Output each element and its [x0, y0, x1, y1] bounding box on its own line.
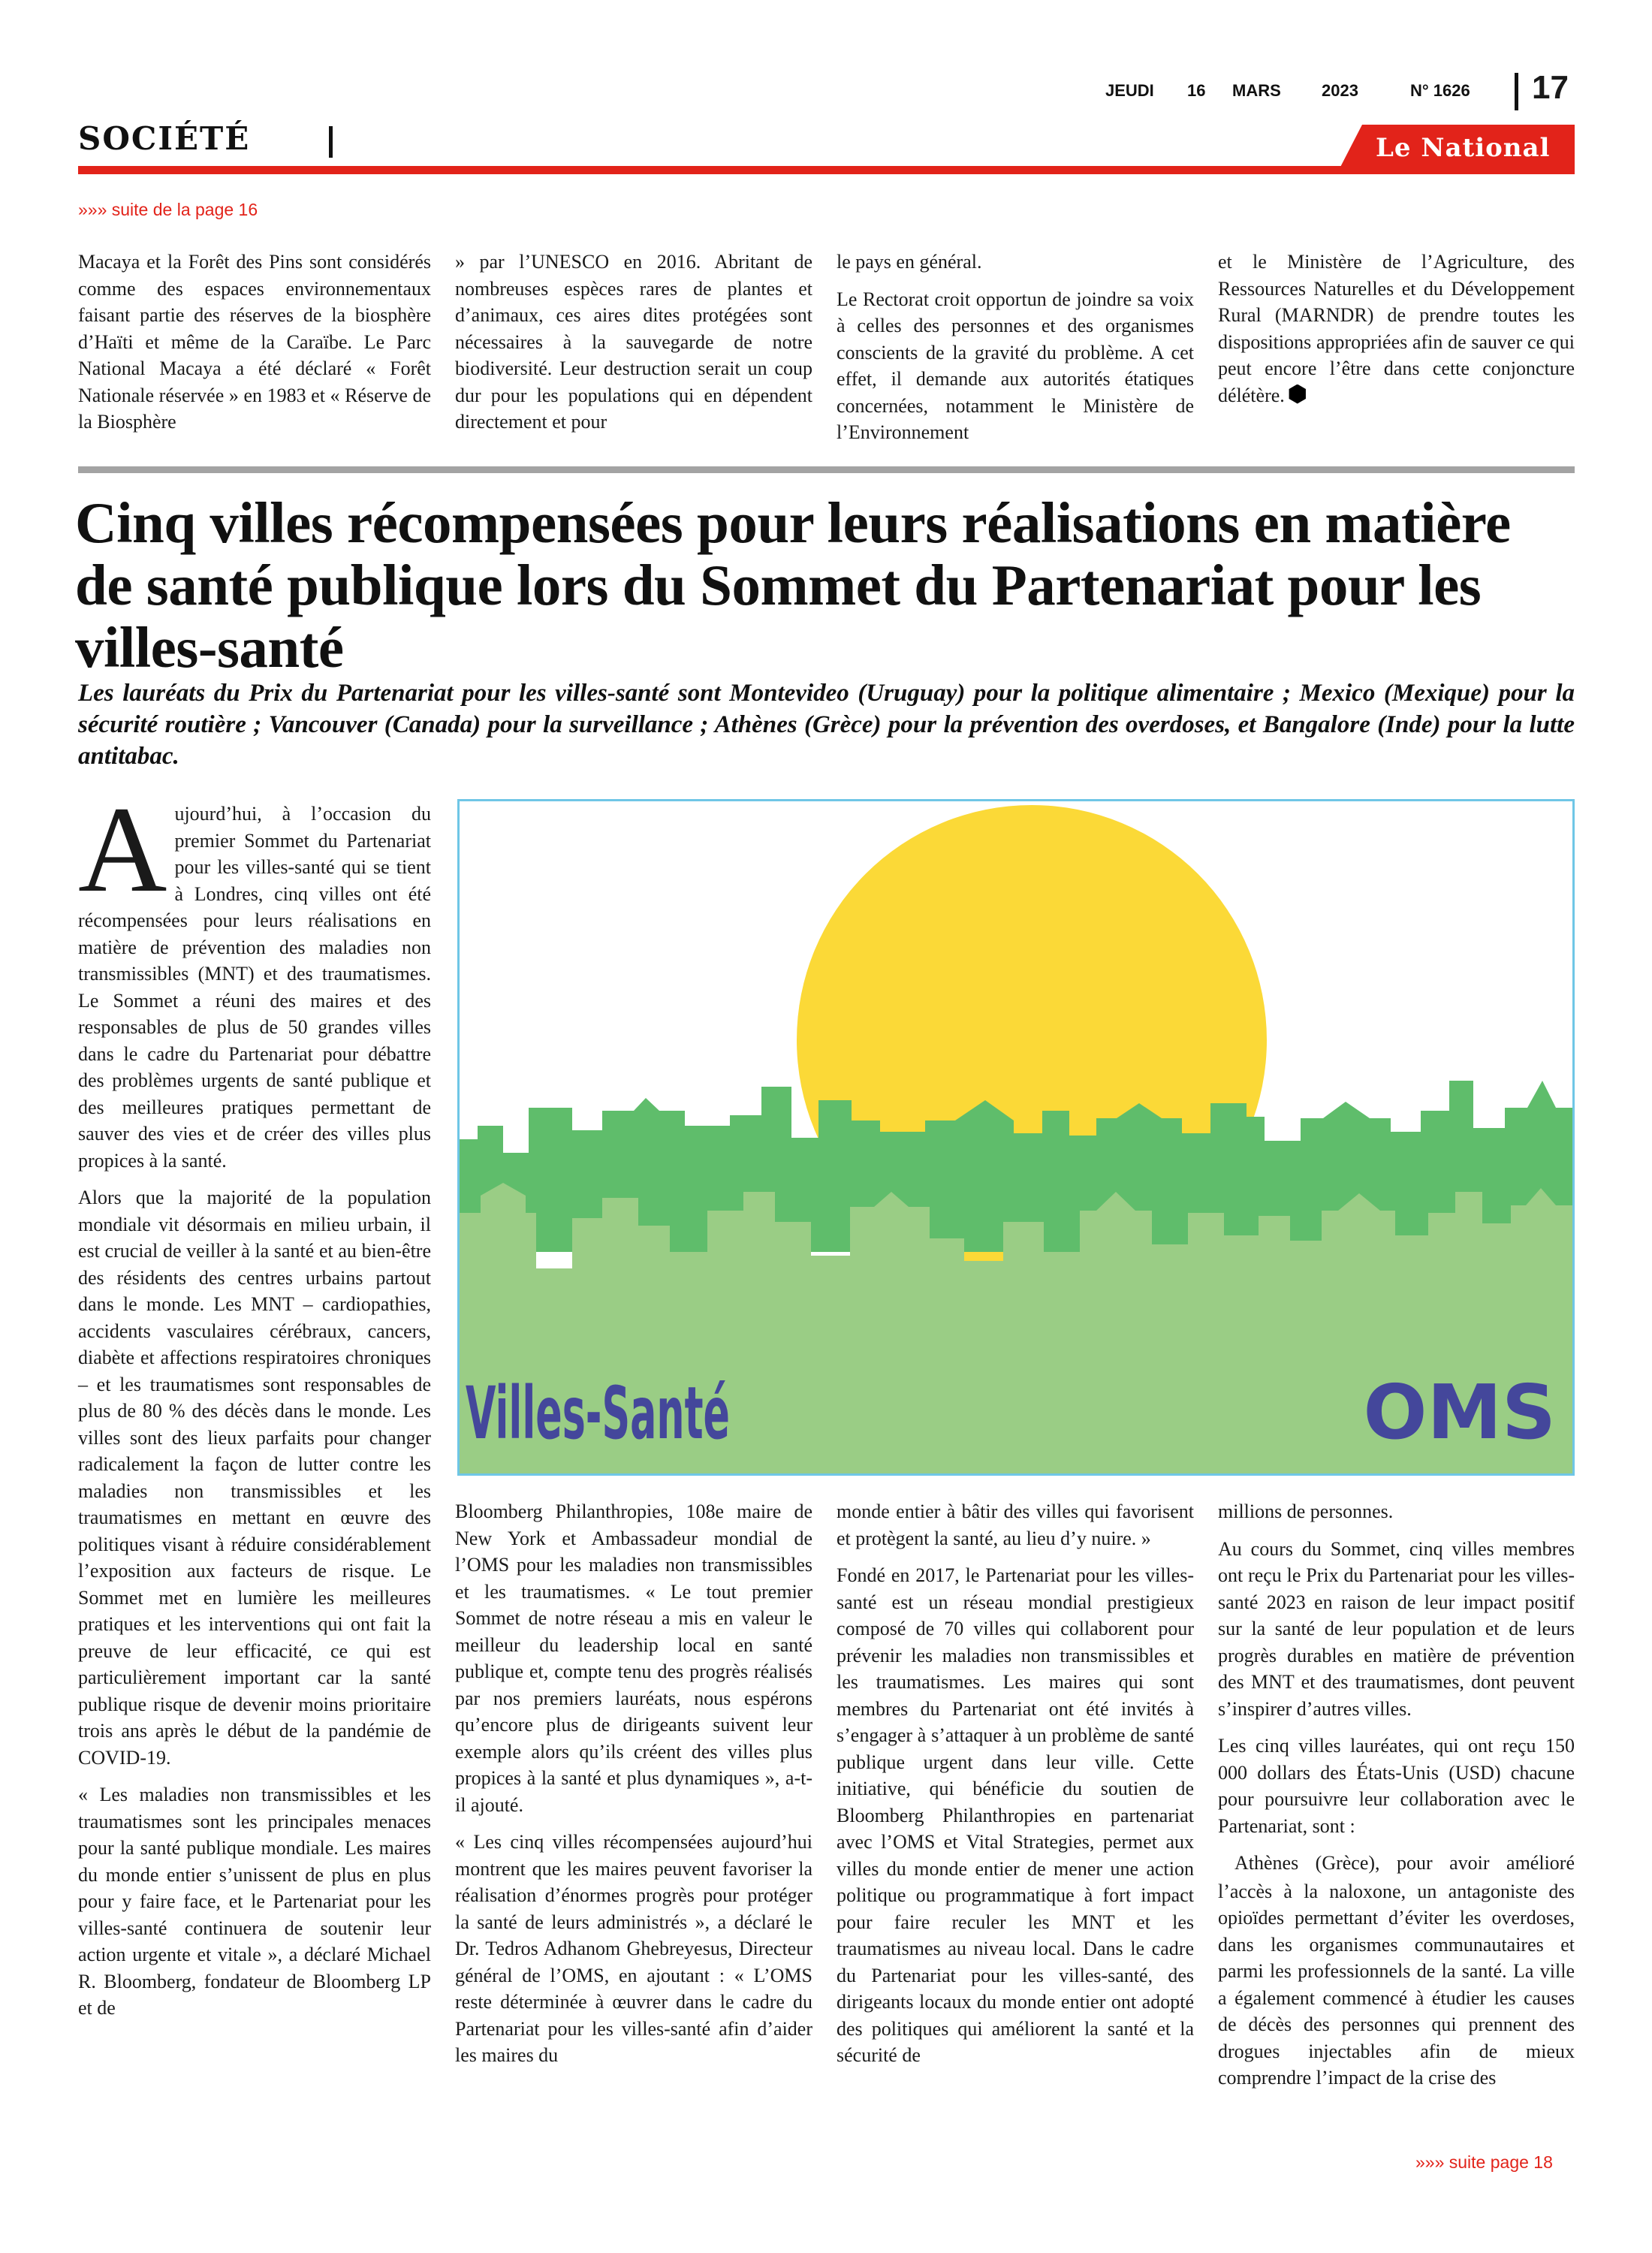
paragraph	[1218, 1850, 1575, 2092]
paragraph: Macaya et la Forêt des Pins sont considérés comme des espaces environnementaux faisant partie des réserves de la biosphère d’Haïti et même de la Caraïbe. Le Parc National Macaya a été déclaré « Forêt Nationale réservée » en 1983 et « Réserve de la Biosphère	[78, 251, 431, 433]
previous-article-column-1	[78, 249, 431, 436]
paragraph: Bloomberg Philanthropies, 108e maire de New York et Ambassadeur mondial de l’OMS pour les maladies non transmissibles et les traumatismes. « Le tout premier Sommet de notre réseau a mis en valeur le meilleur du leadership local en santé publique et, compte tenu des progrès réalisés par nos premiers lauréats, nous espérons qu’encore plus de dirigeants suivent leur exemple alors qu’ils créent des villes plus propices à la santé et plus dynamiques », a-t-il ajouté.	[455, 1500, 812, 1816]
previous-article-column-2	[455, 249, 812, 436]
healthy-cities-logo	[460, 801, 1572, 1473]
paragraph: monde entier à bâtir des villes qui favorisent et protègent la santé, au lieu d’y nuire. »	[837, 1500, 1194, 1549]
continued-from: »»» suite de la page 16	[78, 200, 258, 219]
section-title: SOCIÉTÉ	[78, 120, 251, 157]
section-divider	[329, 126, 333, 158]
paragraph-text: et le Ministère de l’Agriculture, des Ressources Naturelles et du Développement Rural (MARNDR) de prendre toutes les dispositions appropriées afin de sauver ce qui peut encore l’être dans cette conjoncture délétère.	[1218, 251, 1575, 406]
paragraph-text: Athènes (Grèce), pour avoir amélioré l’accès à la naloxone, un antagoniste des opioïdes permettant d’éviter les overdoses, dans les organismes communautaires et parmi les professionnels de la santé. La ville a également commencé à étudier les causes de décès des personnes qui prennent des drogues injectables afin de mieux comprendre l’impact de la crise des	[1218, 1852, 1575, 2089]
publication-name: Le National	[1376, 133, 1551, 163]
issue-number: N° 1626	[1410, 81, 1470, 100]
article-column-4	[1218, 1498, 1575, 2092]
paragraph: Le Rectorat croit opportun de joindre sa voix à celles des personnes et des organismes conscients de la gravité du problème. A cet effet, il demande aux autorités étatiques concernées, notamment le Ministère de l’Environnement	[837, 288, 1194, 443]
article-column-3	[837, 1498, 1194, 2069]
paragraph: Alors que la majorité de la population mondiale vit désormais en milieu urbain, il est crucial de veiller à la santé et au bien-être des résidents des centres urbains partout dans le monde. Les MNT – cardiopathies, accidents vasculaires cérébraux, cancers, diabète et affections respiratoires chroniques – et les traumatismes sont responsables de plus de 80 % des décès dans le monde. Les villes sont des lieux parfaits pour changer radicalement la façon de lutter contre les maladies non transmissibles et les traumatismes en mettant en œuvre des politiques visant à réduire considérablement l’exposition aux facteurs de risque. Le Sommet met en lumière les meilleures pratiques et les interventions qui ont fait la preuve de leur efficacité, ce qui est particulièrement important car la santé publique risque de devenir moins prioritaire trois ans après le début de la pandémie de COVID-19.	[78, 1187, 431, 1769]
paragraph: » par l’UNESCO en 2016. Abritant de nombreuses espèces rares de plantes et d’animaux, ces aires dites protégées sont nécessaires à la sauvegarde de notre biodiversité. Leur destruction serait un coup dur pour les populations qui en dépendent directement et pour	[455, 251, 812, 433]
previous-article-column-4	[1218, 249, 1575, 409]
previous-article-column-3	[837, 249, 1194, 446]
paragraph: millions de personnes.	[1218, 1500, 1394, 1522]
drop-cap: A	[78, 782, 167, 918]
date-month: MARS	[1232, 81, 1281, 100]
end-of-article-icon	[1288, 385, 1307, 404]
logo-left-text: Villes-Santé	[466, 1371, 730, 1455]
page-number: 17	[1532, 69, 1569, 106]
paragraph: Au cours du Sommet, cinq villes membres ont reçu le Prix du Partenariat pour les villes-santé 2023 en raison de leur impact positif sur la santé de leur population et de leurs progrès durables en matière de prévention des MNT et des traumatismes, dont peuvent s’inspirer d’autres villes.	[1218, 1537, 1575, 1720]
article-separator	[78, 466, 1575, 473]
date-number: 16	[1187, 81, 1206, 100]
paragraph: Les cinq villes lauréates, qui ont reçu 150 000 dollars des États-Unis (USD) chacune pour poursuivre leur collaboration avec le Partenariat, sont :	[1218, 1735, 1575, 1837]
paragraph: « Les maladies non transmissibles et les traumatismes sont les principales menaces pour la santé publique mondiale. Les maires du monde entier s’unissent de plus en plus pour y faire face, et le Partenariat pour les villes-santé continuera de soutenir leur action urgente et vitale », a déclaré Michael R. Bloomberg, fondateur de Bloomberg LP et de	[78, 1784, 431, 2019]
article-figure	[457, 799, 1575, 1476]
paragraph-text: ujourd’hui, à l’occasion du premier Sommet du Partenariat pour les villes-santé qui se tient à Londres, cinq villes ont été récompensées pour leurs réalisations en matière de prévention des maladies non transmissibles (MNT) et des traumatismes. Le Sommet a réuni des maires et des responsables de plus de 50 grandes villes dans le cadre du Partenariat pour débattre des problèmes urgents de santé publique et des meilleures pratiques permettant de sauver des vies et de créer des villes plus propices à la santé.	[78, 803, 431, 1172]
continued-to: »»» suite page 18	[1415, 2152, 1553, 2172]
paragraph	[1218, 249, 1575, 409]
date-day: JEUDI	[1105, 81, 1154, 100]
article-column-2	[455, 1498, 812, 2069]
paragraph	[78, 782, 431, 1174]
date-year: 2023	[1322, 81, 1358, 100]
page-number-divider	[1515, 73, 1518, 110]
paragraph: le pays en général.	[837, 251, 982, 273]
article-column-1	[78, 782, 431, 2022]
paragraph: « Les cinq villes récompensées aujourd’hui montrent que les maires peuvent favoriser la réalisation d’énormes progrès pour protéger la santé de leurs administrés », a déclaré le Dr. Tedros Adhanom Ghebreyesus, Directeur général de l’OMS, en ajoutant : « L’OMS reste déterminée à œuvrer dans le cadre du Partenariat pour les villes-santé afin d’aider les maires du	[455, 1831, 812, 2066]
article-deck: Les lauréats du Prix du Partenariat pour les villes-santé sont Montevideo (Uruguay) pour la politique alimentaire ; Mexico (Mexique) pour la sécurité routière ; Vancouver (Canada) pour la surveillance ; Athènes (Grèce) pour la prévention des overdoses, et Bangalore (Inde) pour la lutte antitabac.	[78, 680, 1575, 770]
article-headline: Cinq villes récompensées pour leurs réalisations en matière de santé publique lors du Sommet du Partenariat pour les villes-santé	[75, 490, 1511, 680]
logo-right-text: OMS	[1363, 1368, 1556, 1456]
paragraph: Fondé en 2017, le Partenariat pour les villes-santé est un réseau mondial prestigieux composé de 70 villes qui collaborent pour prévenir les maladies non transmissibles et les traumatismes. Les maires qui sont membres du Partenariat ont été invités à s’engager à s’attaquer à un problème de santé publique urgent dans leur ville. Cette initiative, qui bénéficie du soutien de Bloomberg Philanthropies en partenariat avec l’OMS et Vital Strategies, permet aux villes du monde entier de mener une action politique ou programmatique à fort impact pour faire reculer les MNT et les traumatismes au niveau local. Dans le cadre du Partenariat pour les villes-santé, des dirigeants locaux du monde entier ont adopté des politiques qui améliorent la santé et la sécurité de	[837, 1564, 1194, 2066]
